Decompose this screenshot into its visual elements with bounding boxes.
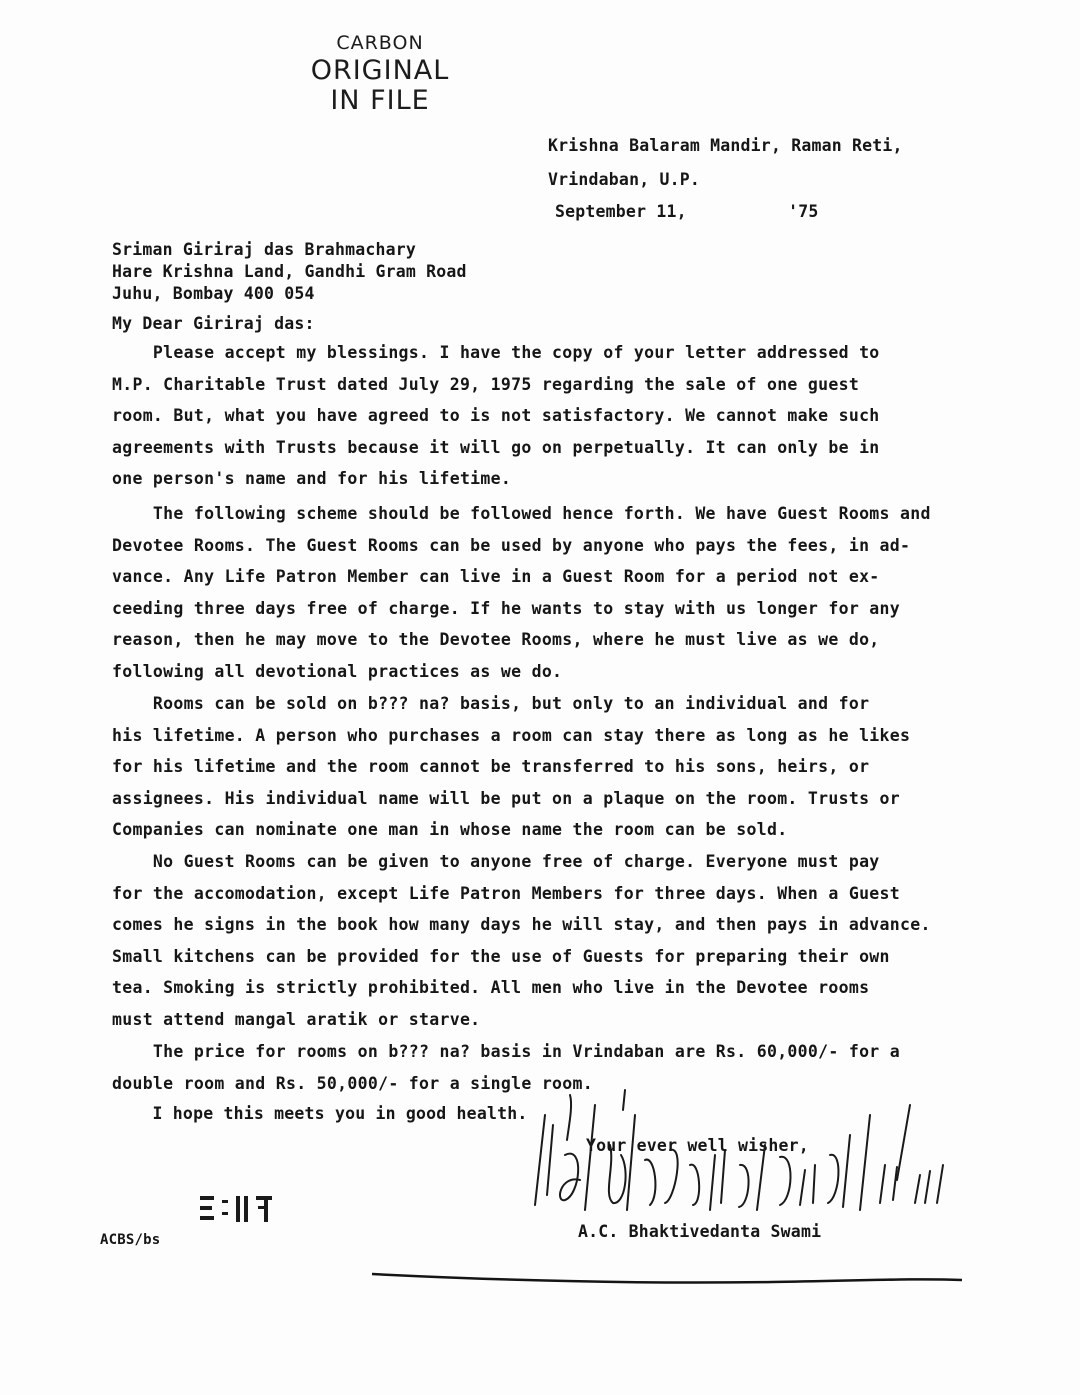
signature-block: A.C. Bhaktivedanta Swami xyxy=(578,1222,822,1241)
paragraph-line: M.P. Charitable Trust dated July 29, 1975 regarding the sale of one guest xyxy=(112,374,860,394)
paragraph-line: for the accomodation, except Life Patron Members for three days. When a Guest xyxy=(112,883,901,903)
paragraph-line: No Guest Rooms can be given to anyone free of charge. Everyone must pay xyxy=(112,852,880,871)
paragraph-1 xyxy=(112,337,992,495)
paragraph-line: Companies can nominate one man in whose name the room can be sold. xyxy=(112,820,788,839)
paragraph-line: ceeding three days free of charge. If he wants to stay with us longer for any xyxy=(112,598,901,618)
paragraph-line: his lifetime. A person who purchases a room can stay there as long as he likes xyxy=(112,725,911,745)
paragraph-line: Small kitchens can be provided for the use of Guests for preparing their own xyxy=(112,946,890,966)
paragraph-line: comes he signs in the book how many days he will stay, and then pays in advance. xyxy=(112,915,931,934)
paragraph-line: for his lifetime and the room cannot be transferred to his sons, heirs, or xyxy=(112,757,870,776)
letter-date: September 11, '75 xyxy=(555,202,819,221)
recipient-address-line-2: Hare Krishna Land, Gandhi Gram Road xyxy=(112,262,467,281)
paragraph-line: Rooms can be sold on b??? na? basis, but only to an individual and for xyxy=(112,694,870,713)
salutation: My Dear Giriraj das: xyxy=(112,314,315,333)
recipient-address-line-3: Juhu, Bombay 400 054 xyxy=(112,284,315,303)
closing-line: I hope this meets you in good health. xyxy=(112,1104,528,1123)
stamp-line-2: ORIGINAL xyxy=(310,55,450,86)
paragraph-4 xyxy=(112,846,992,1035)
stamp-line-1: CARBON xyxy=(336,32,424,54)
paragraph-line: agreements with Trusts because it will go on perpetually. It can only be in xyxy=(112,437,880,457)
smudged-marking xyxy=(198,1192,280,1226)
carbon-stamp xyxy=(300,30,460,116)
paragraph-line: one person's name and for his lifetime. xyxy=(112,469,512,488)
reference-initials: ACBS/bs xyxy=(100,1232,161,1248)
sender-address-line-1: Krishna Balaram Mandir, Raman Reti, xyxy=(548,136,903,155)
paragraph-line: The price for rooms on b??? na? basis in Vrindaban are Rs. 60,000/- for a xyxy=(112,1042,901,1061)
paragraph-line: tea. Smoking is strictly prohibited. All men who live in the Devotee rooms xyxy=(112,978,870,997)
sender-address-line-2: Vrindaban, U.P. xyxy=(548,170,701,189)
stamp-line-3: IN FILE xyxy=(330,85,430,116)
paragraph-line: The following scheme should be followed hence forth. We have Guest Rooms and xyxy=(112,504,931,523)
paragraph-line: reason, then he may move to the Devotee Rooms, where he must live as we do, xyxy=(112,630,880,649)
bottom-rule xyxy=(372,1268,962,1286)
paragraph-line: assignees. His individual name will be put on a plaque on the room. Trusts or xyxy=(112,788,901,808)
paragraph-3 xyxy=(112,688,992,846)
paragraph-line: Devotee Rooms. The Guest Rooms can be used by anyone who pays the fees, in ad- xyxy=(112,535,911,555)
complimentary-close: Your ever well wisher, xyxy=(586,1136,809,1155)
paragraph-line: vance. Any Life Patron Member can live in a Guest Room for a period not ex- xyxy=(112,567,880,586)
paragraph-2 xyxy=(112,498,992,687)
paragraph-line: must attend mangal aratik or starve. xyxy=(112,1009,481,1029)
paragraph-line: following all devotional practices as we do. xyxy=(112,661,563,681)
paragraph-line: double room and Rs. 50,000/- for a single room. xyxy=(112,1073,593,1093)
paragraph-line: room. But, what you have agreed to is not satisfactory. We cannot make such xyxy=(112,406,880,425)
paragraph-line: Please accept my blessings. I have the copy of your letter addressed to xyxy=(112,343,880,362)
recipient-address-line-1: Sriman Giriraj das Brahmachary xyxy=(112,240,417,259)
